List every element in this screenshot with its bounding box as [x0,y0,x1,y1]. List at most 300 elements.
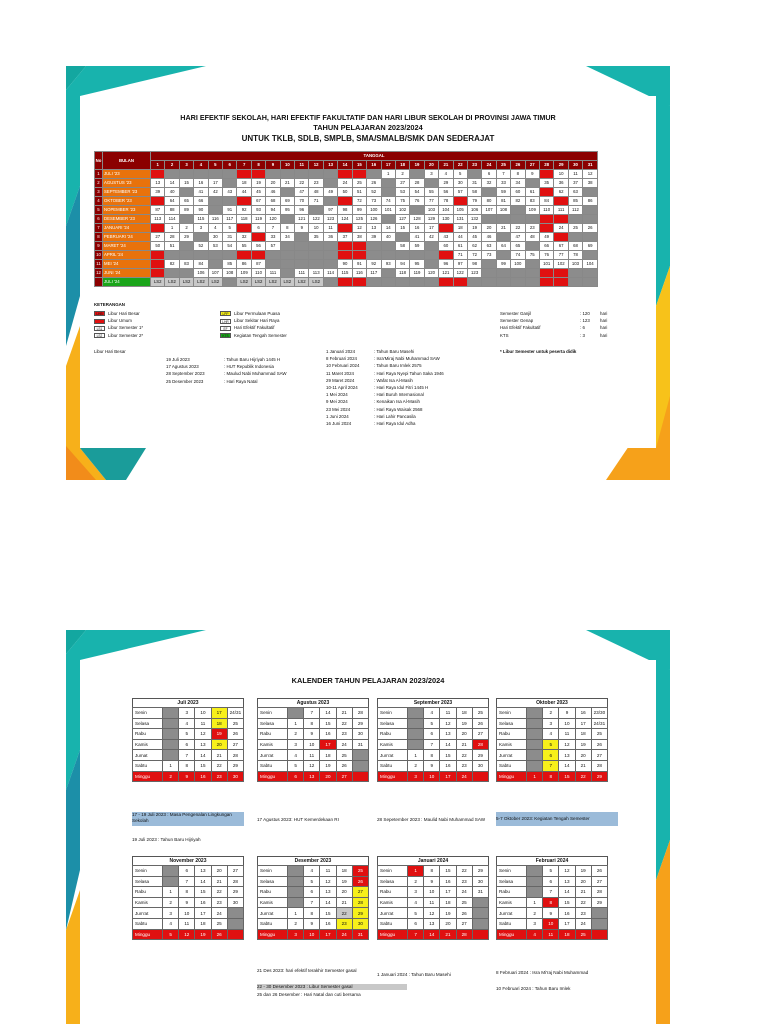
week-row [133,887,244,898]
day-cell: 122 [453,269,467,278]
holiday-date: 8 Februari 2024 [326,356,357,362]
footnote: * Libur Semester untuk peserta didik [500,349,577,354]
note-jan: 1 Januari 2024 : Tahun Baru Masehi [377,972,451,977]
day-cell: 95 [280,206,294,215]
date-cell: 29 [591,897,607,908]
month-grid [132,707,244,782]
day-cell: 120 [424,269,438,278]
day-cell: 111 [554,206,568,215]
weekday-label: Rabu [133,887,163,898]
day-cell: 68 [266,197,280,206]
date-cell: 1 [288,718,304,729]
day-cell: 69 [280,197,294,206]
date-cell: 27 [456,918,472,929]
weekday-label: Sabtu [497,760,527,771]
day-cell: 21 [280,179,294,188]
day-cell [179,170,193,179]
date-cell: 10 [195,708,211,719]
date-cell [591,918,607,929]
day-cell [381,269,395,278]
day-cell [280,260,294,269]
date-cell [527,729,543,740]
holiday-item [166,378,287,385]
holiday-item [326,370,444,377]
day-cell: 117 [223,215,237,224]
day-cell: LS2 [280,278,294,287]
weekday-label: Senin [133,866,163,877]
day-cell: 116 [352,269,366,278]
date-cell: 7 [543,887,559,898]
row-month: JULI '24 [103,278,151,287]
week-row [258,897,369,908]
holiday-item [326,398,444,405]
row-month: APRIL '24 [103,251,151,260]
week-row [258,729,369,740]
weekday-label: Rabu [378,887,408,898]
date-cell [163,876,179,887]
day-cell [439,224,453,233]
day-cell: 21 [496,224,510,233]
day-header-cell: 6 [223,161,237,170]
day-header-cell: 23 [467,161,481,170]
summary-value: : 120 [580,311,590,316]
date-cell: 10 [304,739,320,750]
week-row [378,708,489,719]
date-cell [472,908,488,919]
day-cell: 8 [511,170,525,179]
date-cell: 4 [288,750,304,761]
date-cell: 10 [424,887,440,898]
month-row [95,179,598,188]
day-header-cell: 31 [583,161,598,170]
weekday-label: Minggu [258,929,288,940]
day-cell: 5 [453,170,467,179]
date-cell [163,729,179,740]
day-cell [194,233,208,242]
day-cell: 24 [554,224,568,233]
day-cell: 86 [237,260,251,269]
date-cell: 20 [211,866,227,877]
date-cell: 25 [472,708,488,719]
holiday-item [326,420,444,427]
date-cell: 16 [440,760,456,771]
day-cell: LS2 [309,278,323,287]
date-cell [352,750,368,761]
day-cell [439,278,453,287]
day-cell [179,242,193,251]
day-cell: 63 [482,242,496,251]
date-cell: 16 [575,708,591,719]
legend-item [94,324,143,331]
weekday-label: Kamis [497,897,527,908]
day-cell [223,170,237,179]
date-cell: 11 [559,729,575,740]
date-cell: 12 [440,718,456,729]
week-row [497,739,608,750]
day-cell: 29 [179,233,193,242]
day-cell [223,251,237,260]
date-cell: 30 [352,729,368,740]
day-cell: 43 [223,188,237,197]
date-cell: 25 [227,718,243,729]
legend-label: Libur Permulaan Puasa [234,311,280,316]
day-cell [151,260,165,269]
date-cell: 2 [163,897,179,908]
month-row [95,215,598,224]
day-cell [467,170,481,179]
weekday-label: Sabtu [133,760,163,771]
month-row [95,278,598,287]
date-cell: 18 [195,918,211,929]
date-cell [163,866,179,877]
date-cell: 29 [227,887,243,898]
day-cell: 2 [179,224,193,233]
day-cell: 121 [439,269,453,278]
date-cell [288,887,304,898]
day-cell: 44 [453,233,467,242]
day-cell: 1 [165,224,179,233]
summary-row [500,332,607,339]
day-cell: 3 [194,224,208,233]
day-cell: 4 [439,170,453,179]
holiday-name: : Hari Raya Idul Adha [374,421,416,427]
day-cell [251,251,265,260]
day-cell: 53 [395,188,409,197]
date-cell: 17 [320,929,336,940]
date-cell: 12 [195,729,211,740]
holiday-date: 17 Agustus 2023 [166,364,199,370]
week-row [133,750,244,761]
day-cell: 62 [467,242,481,251]
day-cell: 46 [266,188,280,197]
date-cell: 3 [179,708,195,719]
date-cell: 29 [352,908,368,919]
week-row [378,866,489,877]
month-title: Agustus 2023 [257,698,369,707]
week-row [133,908,244,919]
legend-swatch: LPP [220,311,231,316]
weekday-label: Minggu [378,929,408,940]
month-grid [257,707,369,782]
day-cell [280,269,294,278]
date-cell: 20 [575,876,591,887]
day-cell: 67 [554,242,568,251]
date-cell: 23 [456,876,472,887]
day-cell: 73 [367,197,381,206]
date-cell: 7 [543,760,559,771]
date-cell: 24 [456,771,472,782]
weekday-label: Minggu [497,929,527,940]
week-row [133,718,244,729]
month-row [95,224,598,233]
date-cell: 13 [424,918,440,929]
date-cell: 26 [472,718,488,729]
week-row [258,750,369,761]
day-cell: 10 [554,170,568,179]
day-cell [280,251,294,260]
date-cell: 31 [352,739,368,750]
week-row [378,908,489,919]
date-cell: 8 [543,771,559,782]
week-row [258,760,369,771]
date-cell: 31 [472,887,488,898]
day-cell [208,206,222,215]
date-cell: 29 [472,866,488,877]
date-cell: 27 [352,887,368,898]
day-cell [381,188,395,197]
date-cell: 29 [591,771,607,782]
day-cell: 38 [583,179,598,188]
day-cell [295,260,309,269]
day-cell [309,260,323,269]
row-month: DESEMBER '23 [103,215,151,224]
day-cell: 66 [194,197,208,206]
holiday-name: : Maulud Nabi Muhammad SAW [224,371,287,377]
date-cell: 12 [559,866,575,877]
day-cell [323,197,337,206]
date-cell: 15 [559,897,575,908]
day-cell [453,278,467,287]
date-cell: 27 [591,750,607,761]
day-cell: 45 [251,188,265,197]
day-cell: 16 [410,224,424,233]
week-row [497,876,608,887]
day-cell: 99 [496,260,510,269]
row-number [95,278,103,287]
date-cell: 23 [211,771,227,782]
date-cell: 9 [179,897,195,908]
date-cell: 15 [195,760,211,771]
date-cell: 16 [440,876,456,887]
date-cell: 13 [320,887,336,898]
summary-box [500,310,607,339]
holiday-date: 11 Maret 2024 [326,370,354,376]
day-cell [539,224,553,233]
date-cell: 21 [575,760,591,771]
day-cell [295,242,309,251]
day-cell: 104 [439,206,453,215]
day-cell [525,278,539,287]
date-cell: 28 [352,708,368,719]
weekday-label: Kamis [133,897,163,908]
note-des-c: 25 dan 26 Desember : Hari Natal dan cuti bersama [257,992,361,997]
day-cell: 14 [165,179,179,188]
week-row [497,718,608,729]
day-cell [194,251,208,260]
day-cell [525,215,539,224]
day-cell: 29 [439,179,453,188]
day-cell: 39 [367,233,381,242]
day-cell: 97 [323,206,337,215]
date-cell: 17 [195,908,211,919]
note-des-b: 22 - 30 Desember 2023 : Libur Semester gasal [257,984,407,990]
day-header-cell: 2 [165,161,179,170]
date-cell [472,929,488,940]
date-cell: 14 [559,887,575,898]
day-cell: 22 [511,224,525,233]
legend-label: Libur Hari Besar [108,311,140,316]
holiday-date: 23 Mei 2024 [326,406,351,412]
day-cell: 109 [525,206,539,215]
row-month: MEI '24 [103,260,151,269]
date-cell: 21 [336,897,352,908]
month-grid [377,707,489,782]
day-cell: 37 [568,179,582,188]
day-header-cell: 4 [194,161,208,170]
day-cell: 56 [251,242,265,251]
date-cell: 26 [227,729,243,740]
day-cell: 100 [511,260,525,269]
month-row [95,170,598,179]
day-cell [352,278,366,287]
day-cell [583,278,598,287]
day-cell [381,215,395,224]
date-cell [527,887,543,898]
date-cell: 16 [320,729,336,740]
day-cell: 88 [165,206,179,215]
day-cell: 58 [467,188,481,197]
legend-left [94,310,143,339]
day-cell: 57 [453,188,467,197]
date-cell: 21 [211,876,227,887]
day-cell [467,278,481,287]
date-cell [408,739,424,750]
weekday-label: Sabtu [378,918,408,929]
date-cell [352,771,368,782]
day-cell [583,269,598,278]
day-cell [525,260,539,269]
date-cell: 6 [179,866,195,877]
date-cell: 27 [591,876,607,887]
legend-item [94,310,143,317]
day-cell [583,206,598,215]
day-cell: 2 [395,170,409,179]
day-cell: 118 [395,269,409,278]
weekday-label: Selasa [258,718,288,729]
week-row [378,918,489,929]
weekday-label: Kamis [133,739,163,750]
month-grid [132,865,244,940]
date-cell: 12 [179,929,195,940]
day-cell [554,278,568,287]
day-cell [482,188,496,197]
week-row [497,750,608,761]
day-cell: 64 [496,242,510,251]
day-cell: 94 [395,260,409,269]
day-cell [208,170,222,179]
day-cell: 4 [208,224,222,233]
weekday-label: Senin [497,708,527,719]
month-grid [377,865,489,940]
date-cell: 22 [211,760,227,771]
day-cell [439,251,453,260]
month-calendar [132,856,244,940]
row-number: 3 [95,188,103,197]
date-cell: 18 [575,729,591,740]
day-cell: 98 [467,260,481,269]
day-cell: 34 [511,179,525,188]
row-number: 7 [95,224,103,233]
day-cell: 95 [410,260,424,269]
day-cell: 103 [424,206,438,215]
day-cell: 114 [165,215,179,224]
holiday-name: : Hari Raya Natal [224,378,258,384]
date-cell: 5 [408,908,424,919]
weekday-label: Jum'at [133,908,163,919]
day-cell [496,278,510,287]
month-calendar [377,856,489,940]
date-cell: 1 [527,897,543,908]
week-row [133,918,244,929]
day-header-cell: 20 [424,161,438,170]
day-cell [338,224,352,233]
week-row [258,876,369,887]
day-cell: 102 [395,206,409,215]
day-cell: LS2 [266,278,280,287]
day-cell: 67 [251,197,265,206]
day-cell: 17 [424,224,438,233]
holiday-date: 16 Juni 2024 [326,421,352,427]
date-cell [227,908,243,919]
day-cell: 37 [338,233,352,242]
date-cell: 9 [559,708,575,719]
day-cell: 89 [179,206,193,215]
date-cell: 4 [163,918,179,929]
date-cell: 9 [543,908,559,919]
day-cell [266,170,280,179]
date-cell: 2 [408,760,424,771]
day-cell: 23 [309,179,323,188]
date-cell: 23 [336,918,352,929]
day-cell: 83 [525,197,539,206]
day-cell: 56 [439,188,453,197]
doc-subtitle-scope: UNTUK TKLB, SDLB, SMPLB, SMA/SMALB/SMK DAN SEDERAJAT [241,134,495,143]
date-cell [163,718,179,729]
date-cell: 6 [304,887,320,898]
day-cell [352,170,366,179]
date-cell: 10 [559,718,575,729]
day-header-cell: 5 [208,161,222,170]
day-cell [237,251,251,260]
day-cell: 101 [381,206,395,215]
day-header-cell: 25 [496,161,510,170]
day-cell: 72 [352,197,366,206]
day-cell: 14 [381,224,395,233]
day-cell: 55 [237,242,251,251]
date-cell: 24 [336,739,352,750]
day-cell: 93 [251,206,265,215]
day-header-cell: 7 [237,161,251,170]
holiday-item [326,355,444,362]
day-cell: 66 [539,242,553,251]
summary-value: : 123 [580,318,590,324]
summary-unit: hari [600,325,608,331]
date-cell: 17 [559,918,575,929]
legend-swatch: LS1 [94,326,105,331]
row-month: JANUARI '24 [103,224,151,233]
day-cell: 48 [309,188,323,197]
holiday-date: 25 Desember 2023 [166,378,204,384]
day-cell [525,242,539,251]
weekday-label: Sabtu [258,918,288,929]
day-cell [280,188,294,197]
day-cell: LS2 [237,278,251,287]
day-cell: 51 [352,188,366,197]
day-cell: 25 [568,224,582,233]
day-cell: 84 [539,197,553,206]
date-cell [288,897,304,908]
date-cell: 3 [288,739,304,750]
